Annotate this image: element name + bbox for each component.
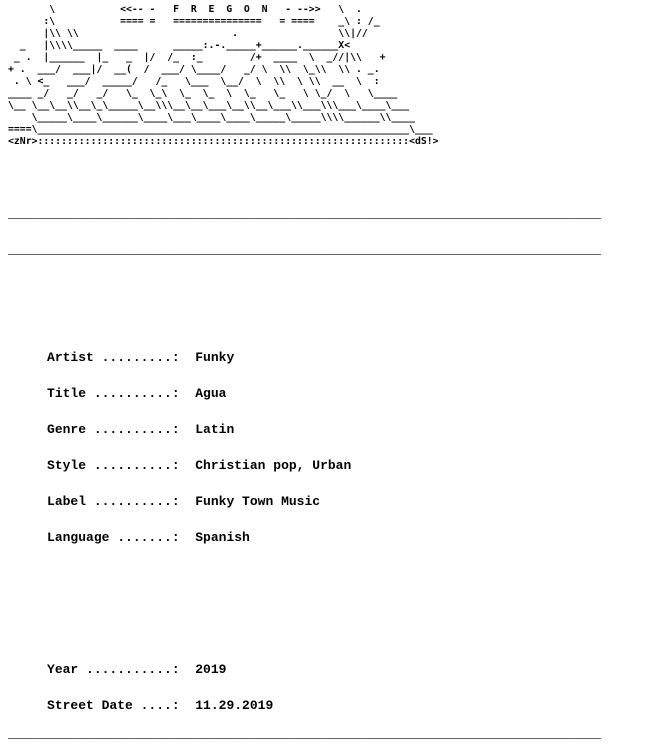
info-value: Funky Town Music	[195, 494, 321, 509]
blank-line	[8, 280, 632, 292]
nfo-footer	[8, 704, 640, 756]
info-label: Artist .........:	[47, 350, 180, 365]
info-row	[8, 496, 632, 508]
info-value: 11.29.2019	[195, 698, 274, 713]
info-row	[8, 664, 632, 676]
info-label: Year ...........:	[47, 662, 180, 677]
separator-rule: ____________________________________________________________________________	[8, 242, 601, 257]
footer-rule: ____________________________________________________________________________	[8, 726, 601, 741]
info-row	[8, 388, 632, 400]
info-value: 2019	[195, 662, 227, 677]
info-label: Genre ..........:	[47, 422, 180, 437]
info-row	[8, 352, 632, 364]
info-label: Title ..........:	[47, 386, 180, 401]
info-label: Language .......:	[47, 530, 180, 545]
info-label: Label ..........:	[47, 494, 180, 509]
info-row	[8, 532, 632, 544]
info-row	[8, 424, 632, 436]
blank-line	[8, 592, 632, 604]
info-value: Christian pop, Urban	[195, 458, 352, 473]
info-value: Funky	[195, 350, 235, 365]
info-value: Spanish	[195, 530, 250, 545]
separator-rule: ____________________________________________________________________________	[8, 206, 601, 221]
info-block	[8, 328, 632, 568]
info-row	[8, 460, 632, 472]
fregon-ascii-banner: \ <<-- - F R E G O N - -->> \ . :\ ==== = =============== = ==== _\ : /_ |\\ \\ . \\|// _ |\\\\_____ ____ _____:.-._____+______.______X< _ . |______ |_ _ |/ /_ :_ /+ ____ \ _//|\\ + + . ___/ ___|/ __( / ___/ \____/ _/ \ \\ \_\\ \\ . _. . \ <_ ___/ _____/ /_ \___ \__/ \ \\ \ \\ __ \ : ____ _/ _/ _/ \_ \_\ \_ \_ \ \_ \_ \ \_/ \ \____ \__ \__\__\\__\_\_____\__\\\__\__\___\__\\__\___\\___\\\___\____\___ \_____\____\______\____\___\____\____\_____\_____\\\\______\\____ ====\_______________________________________________________________\___ <zNr>:::::::::::::::::::::::::::::::::::::::::::::::::::::::::::::::<dS!>	[8, 4, 439, 147]
info-value: Agua	[195, 386, 227, 401]
info-label: Street Date ....:	[47, 698, 180, 713]
nfo-body	[8, 184, 632, 756]
info-value: Latin	[195, 422, 235, 437]
info-label: Style ..........:	[47, 458, 180, 473]
